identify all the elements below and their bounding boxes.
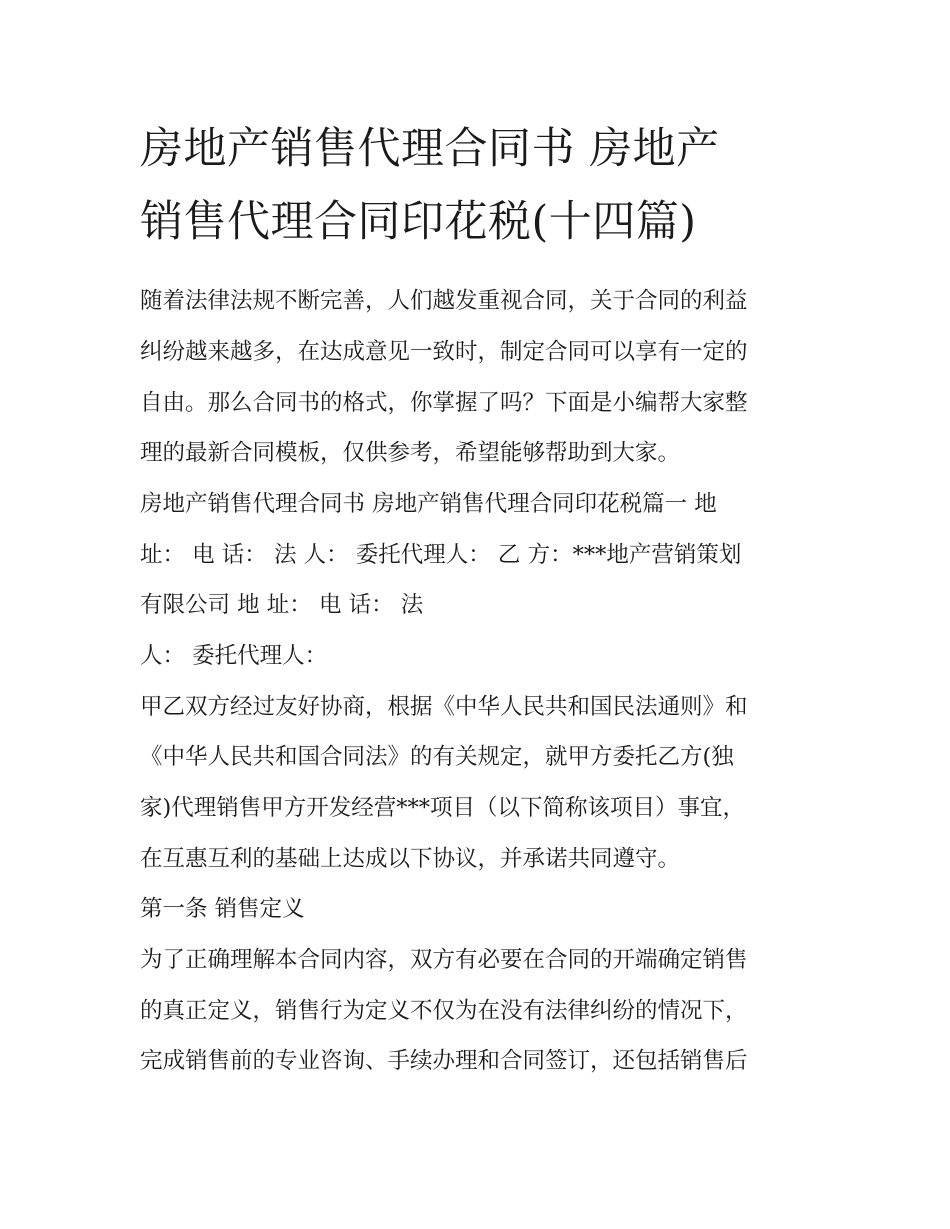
section-heading: 第一条 销售定义 [140, 896, 305, 922]
body-text-line: 有限公司 地 址： 电 话： 法 [140, 592, 424, 618]
body-text-line: 的真正定义，销售行为定义不仅为在没有法律纠纷的情况下， [140, 998, 748, 1024]
body-text-line: 人： 委托代理人： [140, 643, 328, 669]
body-text-line: 纠纷越来越多，在达成意见一致时，制定合同可以享有一定的 [140, 339, 748, 365]
body-text-line: 址： 电 话： 法 人： 委托代理人： 乙 方：***地产营销策划 [140, 542, 742, 568]
document-title-line-2: 销售代理合同印花税(十四篇) [140, 197, 697, 247]
body-text-line: 为了正确理解本合同内容，双方有必要在合同的开端确定销售 [140, 947, 748, 973]
body-text-line: 房地产销售代理合同书 房地产销售代理合同印花税篇一 地 [140, 491, 717, 517]
body-text-line: 理的最新合同模板，仅供参考，希望能够帮助到大家。 [140, 440, 681, 466]
body-text-line: 随着法律法规不断完善，人们越发重视合同，关于合同的利益 [140, 288, 748, 314]
body-text-line: 完成销售前的专业咨询、手续办理和合同签订，还包括销售后 [140, 1048, 748, 1074]
body-text-line: 《中华人民共和国合同法》的有关规定，就甲方委托乙方(独 [140, 744, 734, 770]
body-text-line: 自由。那么合同书的格式，你掌握了吗？下面是小编帮大家整 [140, 390, 748, 416]
body-text-line: 甲乙双方经过友好协商，根据《中华人民共和国民法通则》和 [140, 694, 748, 720]
document-title-line-1: 房地产销售代理合同书 房地产 [140, 124, 720, 174]
body-text-line: 家)代理销售甲方开发经营***项目（以下简称该项目）事宜， [140, 795, 746, 821]
body-text-line: 在互惠互利的基础上达成以下协议，并承诺共同遵守。 [140, 846, 681, 872]
